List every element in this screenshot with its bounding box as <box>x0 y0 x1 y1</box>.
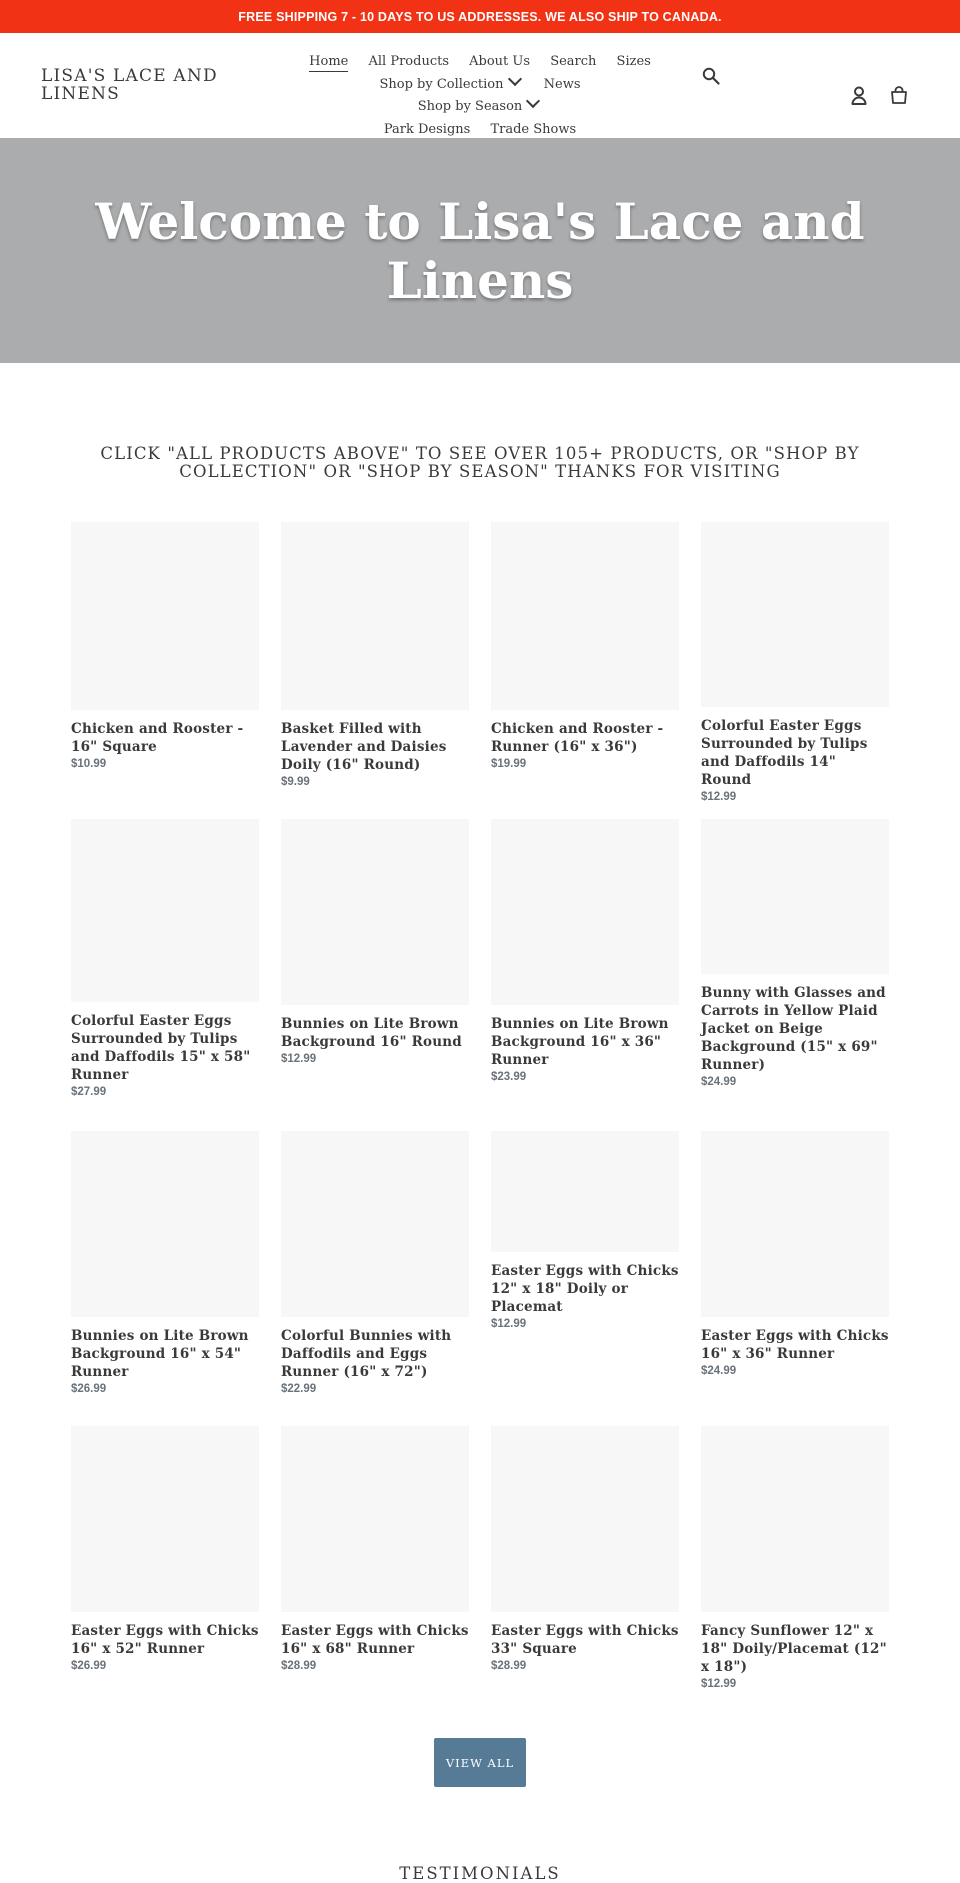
account-button[interactable] <box>851 86 867 109</box>
hero-title: Welcome to Lisa's Lace and Linens <box>95 191 865 310</box>
testimonials-heading: TESTIMONIALS <box>399 1864 561 1883</box>
product-title[interactable]: Bunnies on Lite Brown Background 16" x 54" Runner <box>71 1328 249 1380</box>
product-title[interactable]: Bunnies on Lite Brown Background 16" Round <box>281 1016 462 1050</box>
product-price: $24.99 <box>701 1365 737 1377</box>
product-card[interactable] <box>491 1426 679 1672</box>
view-all-button[interactable]: VIEW ALL <box>434 1738 526 1787</box>
product-image[interactable] <box>281 1131 469 1317</box>
product-image[interactable] <box>491 1426 679 1612</box>
product-title[interactable]: Basket Filled with Lavender and Daisies Doily (16" Round) <box>281 721 447 773</box>
product-image[interactable] <box>701 522 889 707</box>
nav-shop-by-season[interactable] <box>418 96 543 119</box>
product-image[interactable] <box>491 819 679 1005</box>
product-image[interactable] <box>71 522 259 710</box>
hero-banner <box>0 138 960 363</box>
product-title[interactable]: Easter Eggs with Chicks 12" x 18" Doily or Placemat <box>491 1263 679 1315</box>
product-card[interactable] <box>701 522 889 803</box>
featured-collection-title: CLICK "ALL PRODUCTS ABOVE" TO SEE OVER 105+ PRODUCTS, OR "SHOP BY COLLECTION" OR "SHOP BY SEASON" THANKS FOR VISITING <box>100 444 860 481</box>
product-card[interactable] <box>71 522 259 770</box>
product-image[interactable] <box>281 1426 469 1612</box>
nav-sizes[interactable]: Sizes <box>616 54 651 69</box>
chevron-down-icon <box>507 71 521 85</box>
product-price: $12.99 <box>701 1678 737 1690</box>
product-title[interactable]: Colorful Easter Eggs Surrounded by Tulips and Daffodils 15" x 58" Runner <box>71 1013 251 1083</box>
site-logo[interactable]: LISA'S LACE AND LINENS <box>41 66 218 104</box>
product-card[interactable] <box>701 1426 889 1690</box>
product-title[interactable]: Easter Eggs with Chicks 16" x 36" Runner <box>701 1328 889 1362</box>
nav-trade-shows[interactable]: Trade Shows <box>490 121 577 137</box>
product-image[interactable] <box>71 1426 259 1612</box>
product-price: $26.99 <box>71 1383 107 1395</box>
product-price: $12.99 <box>491 1318 527 1330</box>
product-title[interactable]: Colorful Bunnies with Daffodils and Eggs Runner (16" x 72") <box>281 1328 452 1380</box>
product-card[interactable] <box>281 1131 469 1395</box>
nav-shop-by-collection[interactable] <box>379 74 523 97</box>
chevron-down-icon <box>526 94 540 108</box>
product-card[interactable] <box>701 819 889 1088</box>
product-price: $27.99 <box>71 1086 107 1098</box>
product-image[interactable] <box>71 819 259 1002</box>
main-nav <box>300 51 660 141</box>
product-image[interactable] <box>281 819 469 1005</box>
product-image[interactable] <box>491 522 679 710</box>
product-price: $26.99 <box>71 1660 107 1672</box>
account-icon <box>851 86 867 105</box>
search-icon <box>702 67 720 85</box>
product-price: $10.99 <box>71 758 107 770</box>
product-title[interactable]: Bunny with Glasses and Carrots in Yellow Plaid Jacket on Beige Background (15" x 69" Runner) <box>701 985 886 1073</box>
product-title[interactable]: Easter Eggs with Chicks 16" x 52" Runner <box>71 1623 259 1657</box>
nav-search[interactable]: Search <box>550 54 597 69</box>
nav-shop-by-collection-label: Shop by Collection <box>379 76 504 92</box>
search-button[interactable] <box>702 67 720 89</box>
product-price: $28.99 <box>491 1660 527 1672</box>
product-image[interactable] <box>281 522 469 710</box>
product-card[interactable] <box>71 819 259 1098</box>
product-price: $12.99 <box>281 1053 317 1065</box>
product-card[interactable] <box>491 819 679 1083</box>
product-image[interactable] <box>491 1131 679 1252</box>
product-price: $9.99 <box>281 776 310 788</box>
nav-news[interactable]: News <box>543 76 581 92</box>
product-image[interactable] <box>701 1131 889 1317</box>
cart-icon <box>890 86 908 104</box>
product-title[interactable]: Fancy Sunflower 12" x 18" Doily/Placemat (12" x 18") <box>701 1623 887 1675</box>
site-header <box>0 33 960 138</box>
product-title[interactable]: Bunnies on Lite Brown Background 16" x 36" Runner <box>491 1016 669 1068</box>
product-title[interactable]: Easter Eggs with Chicks 16" x 68" Runner <box>281 1623 469 1657</box>
announcement-bar <box>0 0 960 33</box>
product-price: $22.99 <box>281 1383 317 1395</box>
nav-park-designs[interactable]: Park Designs <box>383 121 471 137</box>
product-card[interactable] <box>71 1426 259 1672</box>
product-image[interactable] <box>701 819 889 974</box>
nav-about-us[interactable]: About Us <box>469 54 531 69</box>
product-card[interactable] <box>701 1131 889 1377</box>
product-image[interactable] <box>71 1131 259 1317</box>
product-title[interactable]: Chicken and Rooster - 16" Square <box>71 721 244 755</box>
product-price: $19.99 <box>491 758 527 770</box>
product-card[interactable] <box>491 522 679 770</box>
nav-home[interactable]: Home <box>309 53 348 72</box>
cart-button[interactable] <box>890 86 908 108</box>
nav-all-products[interactable]: All Products <box>368 54 449 69</box>
product-card[interactable] <box>71 1131 259 1395</box>
announcement-text: FREE SHIPPING 7 - 10 DAYS TO US ADDRESSES. WE ALSO SHIP TO CANADA. <box>238 9 722 24</box>
product-image[interactable] <box>701 1426 889 1612</box>
product-price: $23.99 <box>491 1071 527 1083</box>
product-title[interactable]: Chicken and Rooster - Runner (16" x 36") <box>491 721 664 755</box>
product-price: $24.99 <box>701 1076 737 1088</box>
product-title[interactable]: Colorful Easter Eggs Surrounded by Tulips and Daffodils 14" Round <box>701 718 868 788</box>
product-title[interactable]: Easter Eggs with Chicks 33" Square <box>491 1623 679 1657</box>
product-price: $12.99 <box>701 791 737 803</box>
product-card[interactable] <box>491 1131 679 1330</box>
product-card[interactable] <box>281 1426 469 1672</box>
nav-shop-by-season-label: Shop by Season <box>417 99 523 114</box>
product-price: $28.99 <box>281 1660 317 1672</box>
product-card[interactable] <box>281 819 469 1065</box>
product-card[interactable] <box>281 522 469 788</box>
